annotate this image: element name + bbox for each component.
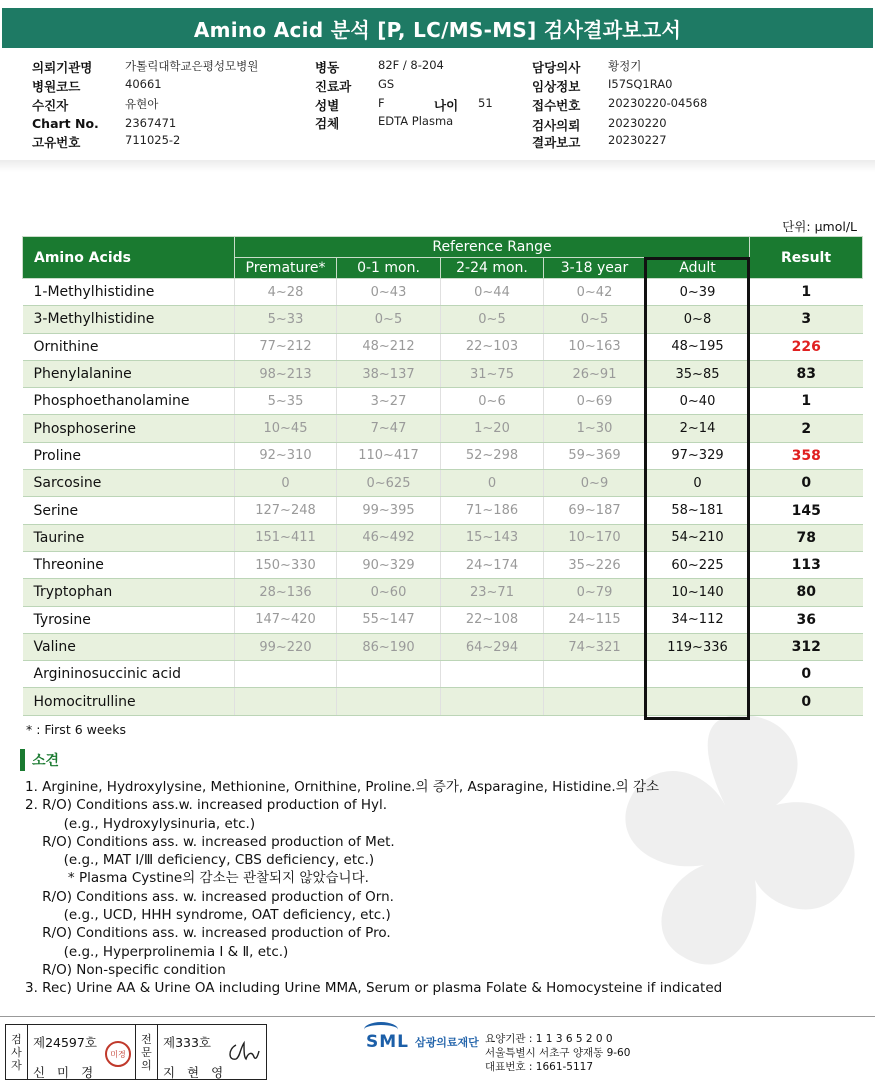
amino-acid-name: Valine xyxy=(23,633,235,660)
reference-value: 0 xyxy=(235,470,337,497)
result-value: 312 xyxy=(750,633,863,660)
adult-reference: 35~85 xyxy=(646,360,750,387)
result-value: 2 xyxy=(750,415,863,442)
info-value: 가톨릭대학교은평성모병원 xyxy=(125,59,259,73)
reference-value: 71~186 xyxy=(441,497,544,524)
reference-value: 3~27 xyxy=(337,388,441,415)
report-title: Amino Acid 분석 [P, LC/MS-MS] 검사결과보고서 xyxy=(2,8,873,48)
info-value: 711025-2 xyxy=(125,133,181,147)
result-value: 1 xyxy=(750,279,863,306)
reference-value: 0~5 xyxy=(544,306,646,333)
reference-value: 35~226 xyxy=(544,551,646,578)
amino-acid-name: Taurine xyxy=(23,524,235,551)
finding-line: (e.g., Hyperprolinemia Ⅰ & Ⅱ, etc.) xyxy=(25,943,289,960)
info-value: 51 xyxy=(478,96,493,110)
result-value: 226 xyxy=(750,333,863,360)
label-char: 사 xyxy=(11,1045,22,1059)
reference-value xyxy=(441,688,544,715)
finding-line: 3. Rec) Urine AA & Urine OA including Urine MMA, Serum or plasma Folate & Homocysteine if indicated xyxy=(25,980,723,997)
reference-value xyxy=(235,661,337,688)
info-label: 검체 xyxy=(315,116,340,131)
amino-acid-name: 1-Methylhistidine xyxy=(23,279,235,306)
info-value: 2367471 xyxy=(125,116,177,130)
reference-value: 22~108 xyxy=(441,606,544,633)
amino-acid-name: Threonine xyxy=(23,551,235,578)
header-amino-acids: Amino Acids xyxy=(23,237,235,279)
reference-value: 4~28 xyxy=(235,279,337,306)
result-value: 78 xyxy=(750,524,863,551)
header-2-24-mon: 2-24 mon. xyxy=(441,258,544,279)
reference-value: 10~45 xyxy=(235,415,337,442)
result-value: 1 xyxy=(750,388,863,415)
reference-value: 0~5 xyxy=(441,306,544,333)
reference-value: 48~212 xyxy=(337,333,441,360)
result-value: 36 xyxy=(750,606,863,633)
finding-line: R/O) Conditions ass. w. increased production of Met. xyxy=(25,833,395,850)
header-0-1-mon: 0-1 mon. xyxy=(337,258,441,279)
info-value: 20230227 xyxy=(608,133,667,147)
header-result: Result xyxy=(750,237,863,279)
reference-value: 7~47 xyxy=(337,415,441,442)
adult-reference: 10~140 xyxy=(646,579,750,606)
reference-value xyxy=(441,661,544,688)
lab-contact xyxy=(485,1032,630,1074)
finding-line: 1. Arginine, Hydroxylysine, Methionine, Ornithine, Proline.의 증가, Asparagine, Histidine.의 감소 xyxy=(25,779,660,795)
reference-value: 55~147 xyxy=(337,606,441,633)
reference-value: 31~75 xyxy=(441,360,544,387)
bottom-divider xyxy=(0,1016,875,1017)
reference-value: 0 xyxy=(441,470,544,497)
result-value: 80 xyxy=(750,579,863,606)
section-marker xyxy=(20,749,25,771)
reference-value: 92~310 xyxy=(235,442,337,469)
finding-line: * Plasma Cystine의 감소는 관찰되지 않았습니다. xyxy=(25,870,369,887)
reference-value: 0~60 xyxy=(337,579,441,606)
lab-info-line: 대표번호 : 1661-5117 xyxy=(485,1061,594,1073)
info-label: 수진자 xyxy=(32,98,69,113)
info-value: 유현아 xyxy=(125,97,159,111)
info-label: 담당의사 xyxy=(532,60,581,75)
handwritten-signature xyxy=(226,1039,260,1065)
findings-title: 소견 xyxy=(32,753,60,769)
reference-value: 26~91 xyxy=(544,360,646,387)
result-value: 0 xyxy=(750,661,863,688)
reference-value: 150~330 xyxy=(235,551,337,578)
reference-value: 99~395 xyxy=(337,497,441,524)
label-char: 전 xyxy=(141,1032,152,1046)
table-row xyxy=(23,688,863,715)
header-reference-range: Reference Range xyxy=(235,237,750,258)
finding-line: R/O) Conditions ass. w. increased production of Pro. xyxy=(25,925,391,942)
adult-reference xyxy=(646,661,750,688)
reference-value xyxy=(235,688,337,715)
reference-value: 59~369 xyxy=(544,442,646,469)
amino-acid-table xyxy=(22,236,863,716)
info-label: 병동 xyxy=(315,60,340,75)
amino-acid-name: Ornithine xyxy=(23,333,235,360)
result-value: 358 xyxy=(750,442,863,469)
info-label: 진료과 xyxy=(315,79,352,94)
reference-value xyxy=(337,661,441,688)
table-row xyxy=(23,524,863,551)
header-adult: Adult xyxy=(646,258,750,279)
findings-header xyxy=(20,749,59,771)
amino-acid-name: Phenylalanine xyxy=(23,360,235,387)
reference-value: 1~30 xyxy=(544,415,646,442)
table-row xyxy=(23,333,863,360)
reference-value: 38~137 xyxy=(337,360,441,387)
info-value: F xyxy=(378,96,385,110)
adult-reference: 0~39 xyxy=(646,279,750,306)
info-label: 검사의뢰 xyxy=(532,118,581,133)
info-label: 나이 xyxy=(434,98,459,113)
reference-value: 0~42 xyxy=(544,279,646,306)
reference-value: 0~5 xyxy=(337,306,441,333)
reference-value: 151~411 xyxy=(235,524,337,551)
reference-value: 86~190 xyxy=(337,633,441,660)
adult-reference: 119~336 xyxy=(646,633,750,660)
result-value: 0 xyxy=(750,470,863,497)
reference-value: 5~35 xyxy=(235,388,337,415)
tester-number: 제24597호 xyxy=(33,1035,97,1050)
finding-line: (e.g., Hydroxylysinuria, etc.) xyxy=(25,815,256,832)
info-label: 의뢰기관명 xyxy=(32,60,93,75)
info-label: 고유번호 xyxy=(32,135,81,150)
reference-value: 10~163 xyxy=(544,333,646,360)
reference-value: 5~33 xyxy=(235,306,337,333)
amino-acid-name: Sarcosine xyxy=(23,470,235,497)
result-value: 145 xyxy=(750,497,863,524)
reference-value: 0~9 xyxy=(544,470,646,497)
info-value: EDTA Plasma xyxy=(378,114,454,128)
adult-reference: 54~210 xyxy=(646,524,750,551)
lab-logo xyxy=(366,1032,479,1052)
info-value: I57SQ1RA0 xyxy=(608,77,673,91)
result-value: 0 xyxy=(750,688,863,715)
info-label: 임상정보 xyxy=(532,79,581,94)
reference-value: 28~136 xyxy=(235,579,337,606)
reference-value: 110~417 xyxy=(337,442,441,469)
table-row xyxy=(23,551,863,578)
reference-value: 0~44 xyxy=(441,279,544,306)
amino-acid-name: Homocitrulline xyxy=(23,688,235,715)
info-label: 성별 xyxy=(315,98,340,113)
reference-value xyxy=(544,661,646,688)
seal-stamp: 미경 xyxy=(105,1041,131,1067)
label-char: 문 xyxy=(141,1045,152,1059)
doctor-number: 제333호 xyxy=(163,1035,212,1050)
finding-line: (e.g., UCD, HHH syndrome, OAT deficiency, etc.) xyxy=(25,907,391,924)
adult-reference: 2~14 xyxy=(646,415,750,442)
finding-line: R/O) Conditions ass. w. increased production of Orn. xyxy=(25,888,394,905)
amino-acid-name: Tyrosine xyxy=(23,606,235,633)
amino-acid-name: Serine xyxy=(23,497,235,524)
footnote: * : First 6 weeks xyxy=(26,722,126,737)
reference-value: 24~174 xyxy=(441,551,544,578)
signature-box xyxy=(5,1024,267,1080)
info-label: 결과보고 xyxy=(532,135,581,150)
amino-acid-name: 3-Methylhistidine xyxy=(23,306,235,333)
info-value: 20230220 xyxy=(608,116,667,130)
table-row xyxy=(23,360,863,387)
result-value: 83 xyxy=(750,360,863,387)
table-row xyxy=(23,661,863,688)
unit-label: 단위: µmol/L xyxy=(782,219,857,234)
reference-value: 0~625 xyxy=(337,470,441,497)
reference-value: 99~220 xyxy=(235,633,337,660)
header-3-18-year: 3-18 year xyxy=(544,258,646,279)
reference-value: 46~492 xyxy=(337,524,441,551)
doctor-block xyxy=(158,1025,266,1079)
patient-info xyxy=(0,55,875,160)
reference-value: 74~321 xyxy=(544,633,646,660)
table-row xyxy=(23,606,863,633)
table-row xyxy=(23,442,863,469)
finding-line: (e.g., MAT Ⅰ/Ⅲ deficiency, CBS deficiency, etc.) xyxy=(25,852,375,869)
findings-text xyxy=(25,778,722,998)
logo-mark: SML xyxy=(366,1032,409,1052)
tester-label xyxy=(6,1025,28,1079)
info-value: 82F / 8-204 xyxy=(378,58,444,72)
table-row xyxy=(23,470,863,497)
lab-info-line: 서울특별시 서초구 양재동 9-60 xyxy=(485,1047,631,1059)
reference-value: 23~71 xyxy=(441,579,544,606)
amino-acid-name: Tryptophan xyxy=(23,579,235,606)
adult-reference: 58~181 xyxy=(646,497,750,524)
reference-value xyxy=(337,688,441,715)
table-row xyxy=(23,279,863,306)
info-label: 병원코드 xyxy=(32,79,81,94)
lab-info-line: 요양기관 : 1 1 3 6 5 2 0 0 xyxy=(485,1033,613,1045)
table-row xyxy=(23,497,863,524)
amino-acid-name: Proline xyxy=(23,442,235,469)
label-char: 의 xyxy=(141,1058,152,1072)
tester-block xyxy=(28,1025,136,1079)
label-char: 자 xyxy=(11,1058,22,1072)
adult-reference: 0~40 xyxy=(646,388,750,415)
tester-name: 신 미 경 xyxy=(33,1065,98,1080)
reference-value: 98~213 xyxy=(235,360,337,387)
amino-acid-name: Phosphoserine xyxy=(23,415,235,442)
amino-acid-name: Argininosuccinic acid xyxy=(23,661,235,688)
info-label: 접수번호 xyxy=(532,98,581,113)
table-row xyxy=(23,633,863,660)
header-premature: Premature* xyxy=(235,258,337,279)
reference-value: 77~212 xyxy=(235,333,337,360)
adult-reference: 60~225 xyxy=(646,551,750,578)
reference-value: 90~329 xyxy=(337,551,441,578)
table-row xyxy=(23,388,863,415)
doctor-name: 지 현 영 xyxy=(163,1065,228,1080)
reference-value: 147~420 xyxy=(235,606,337,633)
adult-reference xyxy=(646,688,750,715)
reference-value xyxy=(544,688,646,715)
adult-reference: 0~8 xyxy=(646,306,750,333)
adult-reference: 34~112 xyxy=(646,606,750,633)
reference-value: 0~43 xyxy=(337,279,441,306)
reference-value: 127~248 xyxy=(235,497,337,524)
result-value: 113 xyxy=(750,551,863,578)
reference-value: 52~298 xyxy=(441,442,544,469)
info-label: Chart No. xyxy=(32,116,99,131)
reference-value: 15~143 xyxy=(441,524,544,551)
reference-value: 1~20 xyxy=(441,415,544,442)
table-row xyxy=(23,306,863,333)
adult-reference: 97~329 xyxy=(646,442,750,469)
reference-value: 10~170 xyxy=(544,524,646,551)
reference-value: 69~187 xyxy=(544,497,646,524)
finding-line: R/O) Non-specific condition xyxy=(25,961,226,978)
adult-reference: 48~195 xyxy=(646,333,750,360)
doctor-label xyxy=(136,1025,158,1079)
info-value: 20230220-04568 xyxy=(608,96,708,110)
table-row xyxy=(23,579,863,606)
reference-value: 24~115 xyxy=(544,606,646,633)
reference-value: 0~6 xyxy=(441,388,544,415)
table-row xyxy=(23,415,863,442)
reference-value: 0~79 xyxy=(544,579,646,606)
adult-reference: 0 xyxy=(646,470,750,497)
reference-value: 64~294 xyxy=(441,633,544,660)
info-value: GS xyxy=(378,77,395,91)
label-char: 검 xyxy=(11,1032,22,1046)
info-value: 40661 xyxy=(125,77,162,91)
amino-acid-name: Phosphoethanolamine xyxy=(23,388,235,415)
separator-band xyxy=(0,160,875,172)
info-value: 황정기 xyxy=(608,59,642,73)
reference-value: 22~103 xyxy=(441,333,544,360)
reference-value: 0~69 xyxy=(544,388,646,415)
finding-line: 2. R/O) Conditions ass.w. increased production of Hyl. xyxy=(25,797,388,814)
logo-name: 삼광의료재단 xyxy=(415,1036,479,1049)
result-value: 3 xyxy=(750,306,863,333)
